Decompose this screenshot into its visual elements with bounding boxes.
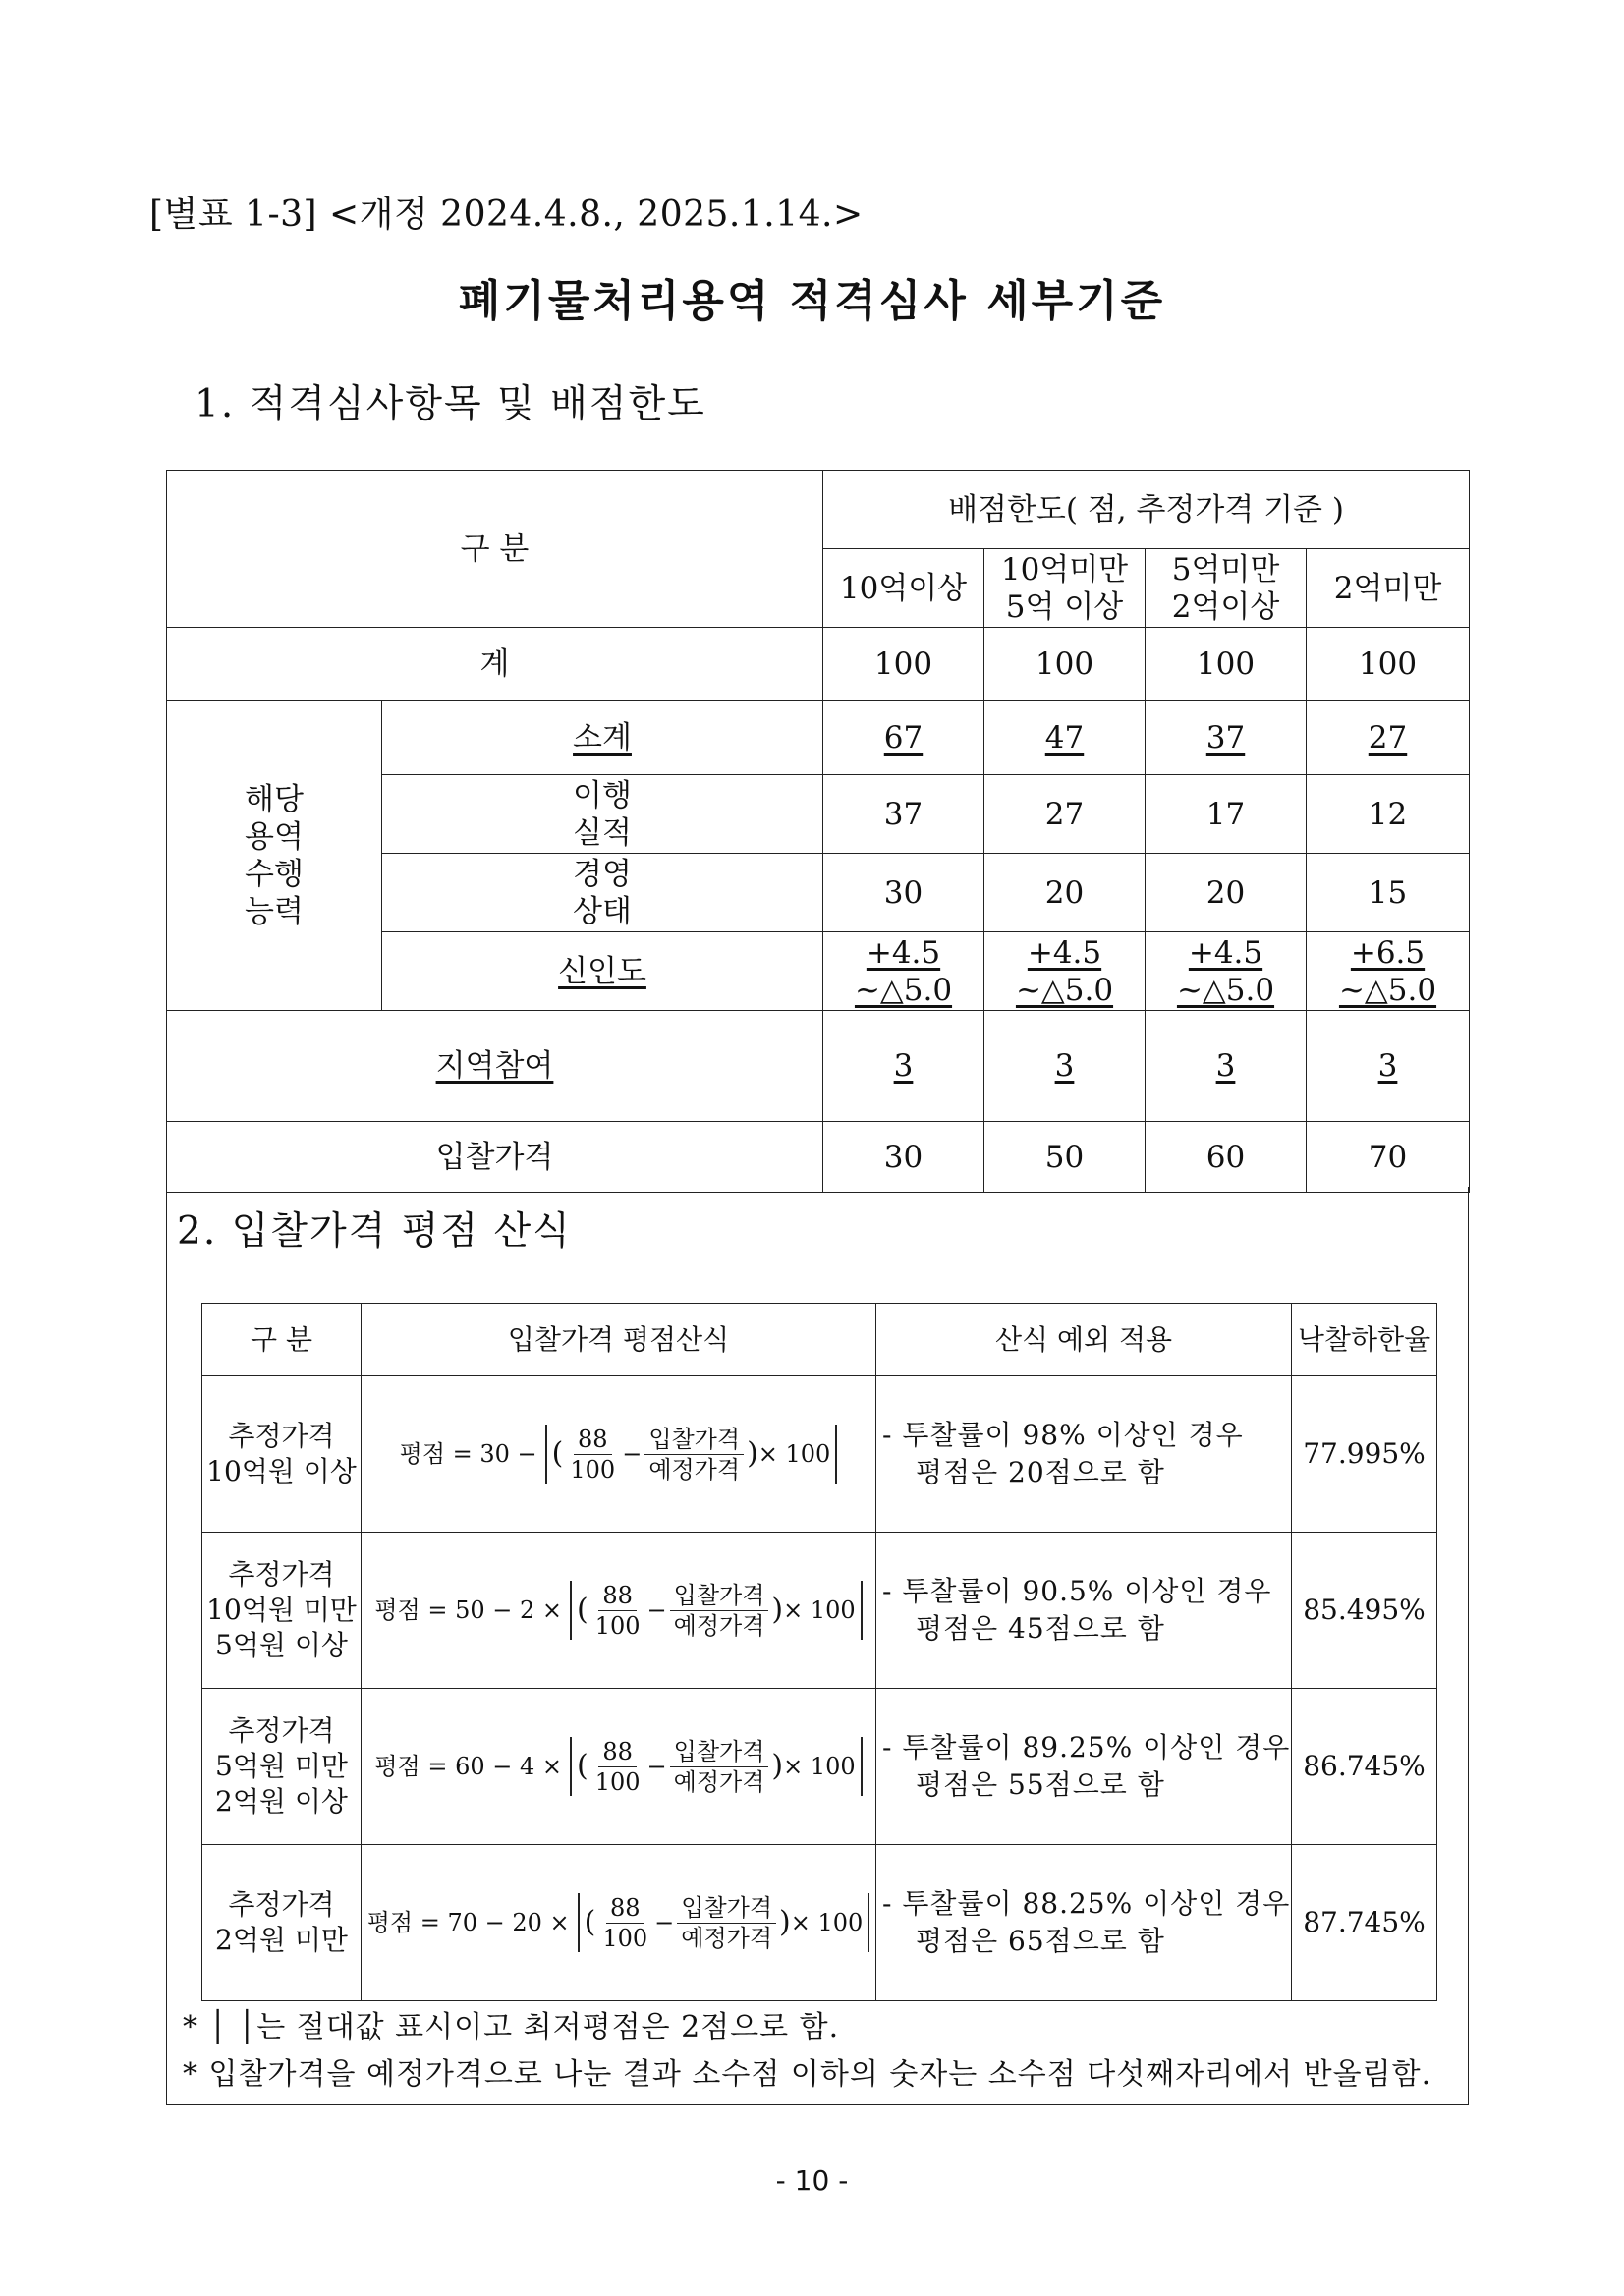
table-cell: 70: [1307, 1122, 1470, 1193]
price-column-header: 10억이상: [823, 549, 984, 628]
table-cell: 100: [984, 628, 1146, 701]
row-label: 입찰가격: [167, 1122, 823, 1193]
table-cell: 60: [1146, 1122, 1307, 1193]
absolute-value-bars: ( $\frac{88}{100}$ − $\frac{\text{입찰가격}}{\text{예정가격}}$ ) × 100: [570, 1581, 863, 1640]
column-header: 산식 예외 적용: [876, 1304, 1292, 1376]
section-2-heading: 2. 입찰가격 평점 산식: [177, 1209, 572, 1254]
table-cell: 67: [823, 701, 984, 775]
row-label: 계: [167, 628, 823, 701]
subtotal-row: [167, 701, 1470, 775]
bid-price-formula-table: [201, 1303, 1437, 2001]
section-1-heading: 1. 적격심사항목 및 배점한도: [195, 382, 706, 426]
column-header: 입찰가격 평점산식: [362, 1304, 876, 1376]
score-formula: 평점 = 60 − 4 × ( $\frac{88}{100}$ − $\frac{\text{입찰가격}}{\text{예정가격}}$ ) × 100: [374, 1737, 862, 1796]
absolute-value-bars: ( $\frac{88}{100}$ − $\frac{\text{입찰가격}}{\text{예정가격}}$ ) × 100: [578, 1893, 870, 1952]
footnote: * 입찰가격을 예정가격으로 나눈 결과 소수점 이하의 숫자는 소수점 다섯째자리에서 반올림함.: [183, 2057, 1432, 2092]
exception-cell: - 투찰률이 90.5% 이상인 경우 평점은 45점으로 함: [876, 1533, 1292, 1689]
table-cell: +4.5 ~△5.0: [984, 932, 1146, 1011]
table-cell: 3: [984, 1011, 1146, 1122]
table-cell: 17: [1146, 775, 1307, 854]
score-formula: 평점 = 30 − ( $\frac{88}{100}$ − $\frac{\text{입찰가격}}{\text{예정가격}}$ ) × 100: [400, 1425, 838, 1484]
score-formula: 평점 = 50 − 2 × ( $\frac{88}{100}$ − $\frac{\text{입찰가격}}{\text{예정가격}}$ ) × 100: [374, 1581, 862, 1640]
table-cell: 30: [823, 1122, 984, 1193]
score-formula: 평점 = 70 − 20 × ( $\frac{88}{100}$ − $\frac{\text{입찰가격}}{\text{예정가격}}$ ) × 100: [367, 1893, 870, 1952]
absolute-value-bars: ( $\frac{88}{100}$ − $\frac{\text{입찰가격}}{\text{예정가격}}$ ) × 100: [545, 1425, 838, 1484]
category-cell: 추정가격 2억원 미만: [202, 1845, 362, 2001]
table-cell: 27: [1307, 701, 1470, 775]
table-cell: 37: [823, 775, 984, 854]
category-cell: 추정가격 10억원 미만 5억원 이상: [202, 1533, 362, 1689]
table-cell: +6.5 ~△5.0: [1307, 932, 1470, 1011]
table-cell: 27: [984, 775, 1146, 854]
absolute-value-bars: ( $\frac{88}{100}$ − $\frac{\text{입찰가격}}{\text{예정가격}}$ ) × 100: [570, 1737, 863, 1796]
row-label: 소계: [382, 701, 823, 775]
formula-cell: [362, 1533, 876, 1689]
table-cell: 3: [823, 1011, 984, 1122]
price-column-header: 10억미만 5억 이상: [984, 549, 1146, 628]
capability-group-label: 해당 용역 수행 능력: [167, 701, 382, 1011]
lower-limit-rate: 85.495%: [1292, 1533, 1437, 1689]
table-cell: 100: [1307, 628, 1470, 701]
table-cell: +4.5 ~△5.0: [823, 932, 984, 1011]
exception-cell: - 투찰률이 98% 이상인 경우 평점은 20점으로 함: [876, 1376, 1292, 1533]
footnotes: [183, 2004, 1431, 2099]
table-cell: 100: [1146, 628, 1307, 701]
formula-row: [202, 1533, 1437, 1689]
score-limit-header: 배점한도( 점, 추정가격 기준 ): [823, 471, 1470, 549]
column-header: 구 분: [202, 1304, 362, 1376]
formula-cell: [362, 1845, 876, 2001]
total-row: [167, 628, 1470, 701]
table-cell: 37: [1146, 701, 1307, 775]
column-header: 낙찰하한율: [1292, 1304, 1437, 1376]
table-cell: 20: [1146, 854, 1307, 932]
exception-cell: - 투찰률이 89.25% 이상인 경우 평점은 55점으로 함: [876, 1689, 1292, 1845]
category-cell: 추정가격 10억원 이상: [202, 1376, 362, 1533]
table-cell: 50: [984, 1122, 1146, 1193]
regional-row: [167, 1011, 1470, 1122]
lower-limit-rate: 87.745%: [1292, 1845, 1437, 2001]
table-cell: 100: [823, 628, 984, 701]
lower-limit-rate: 77.995%: [1292, 1376, 1437, 1533]
bid-price-row: [167, 1122, 1470, 1193]
scoring-limits-table: [166, 470, 1470, 1193]
footnote: * │ │는 절대값 표시이고 최저평점은 2점으로 함.: [183, 2010, 840, 2044]
formula-cell: [362, 1689, 876, 1845]
lower-limit-rate: 86.745%: [1292, 1689, 1437, 1845]
table-cell: +4.5 ~△5.0: [1146, 932, 1307, 1011]
table-cell: 47: [984, 701, 1146, 775]
row-label: 이행 실적: [382, 775, 823, 854]
row-label: 경영 상태: [382, 854, 823, 932]
exception-cell: - 투찰률이 88.25% 이상인 경우 평점은 65점으로 함: [876, 1845, 1292, 2001]
table-cell: 12: [1307, 775, 1470, 854]
row-label: 신인도: [382, 932, 823, 1011]
table-cell: 20: [984, 854, 1146, 932]
table-cell: 3: [1146, 1011, 1307, 1122]
table-cell: 15: [1307, 854, 1470, 932]
row-label: 지역참여: [167, 1011, 823, 1122]
price-column-header: 2억미만: [1307, 549, 1470, 628]
price-column-header: 5억미만 2억이상: [1146, 549, 1307, 628]
document-title: 폐기물처리용역 적격심사 세부기준: [458, 276, 1166, 326]
formula-row: [202, 1845, 1437, 2001]
division-header: 구 분: [167, 471, 823, 628]
category-cell: 추정가격 5억원 미만 2억원 이상: [202, 1689, 362, 1845]
formula-row: [202, 1376, 1437, 1533]
formula-row: [202, 1689, 1437, 1845]
table-cell: 3: [1307, 1011, 1470, 1122]
page-header: [별표 1-3] <개정 2024.4.8., 2025.1.14.>: [149, 195, 864, 235]
formula-cell: [362, 1376, 876, 1533]
table-cell: 30: [823, 854, 984, 932]
page-number: - 10 -: [775, 2164, 849, 2197]
